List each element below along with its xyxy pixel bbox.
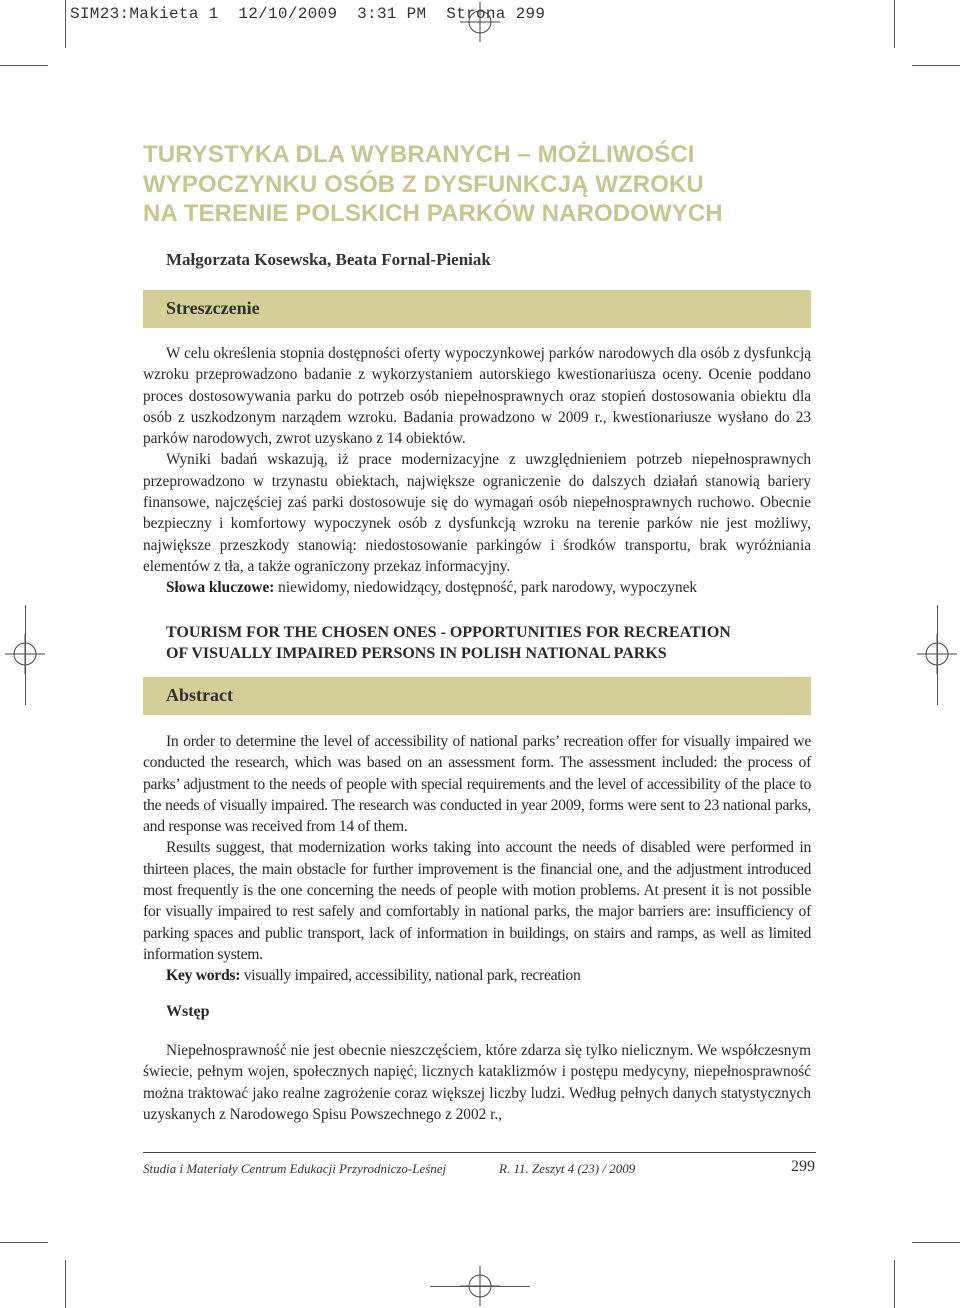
section-heading-wstep: Wstęp [166,1003,210,1020]
article-title-line-2: WYPOCZYNKU OSÓB Z DYSFUNKCJĄ WZROKU [143,170,704,198]
article-title-line-1: TURYSTYKA DLA WYBRANYCH – MOŻLIWOŚCI [143,141,695,168]
section-heading-abstract: Abstract [166,685,233,705]
registration-line-right-v [937,605,938,705]
section-band-abstract [143,677,811,715]
crop-mark-top-left-v [65,0,66,48]
footer-issue: R. 11. Zeszyt 4 (23) / 2009 [499,1161,636,1176]
section-heading-streszczenie: Streszczenie [166,298,260,318]
keywords-label-en: Key words: [166,967,241,985]
crop-mark-bottom-right-v [894,1260,895,1308]
article-title-line-3: NA TERENIE POLSKICH PARKÓW NARODOWYCH [143,200,723,227]
abstract-pl-paragraph-1: W celu określenia stopnia dostępności oferty wypoczynkowej parków narodowych dla osób z dysfunkcją wzroku przeprowadzono badanie z wykorzystaniem autorskiego kwestionariusza oceny. Ocenie poddano proces dostosowywania parku do potrzeb osób niepełnosprawnych oraz stopień dostosowania obiektu dla osób z uszkodzonym narządem wzroku. Badania prowadzono w 2009 r., kwestionariusze wysłano do 23 parków narodowych, zwrot uzyskano z 14 obiektów. [143,345,811,448]
page-number: 299 [791,1158,815,1175]
registration-line-bottom-h [430,1286,530,1287]
abstract-pl-keywords [143,577,811,598]
abstract-en-paragraph-2: Results suggest, that modernization works taking into account the needs of disabled were performed in thirteen places, the main obstacle for further improvement is the financial one, and the adjustment introduced most frequently is the one concerning the needs of people with motion problems. At present it is not possible for visually impaired to rest safely and comfortably in national parks, the major barriers are: insufficiency of parking spaces and public transport, lack of information in buildings, on stairs and ramps, as well as limited information system. [143,839,811,963]
footer-journal: Studia i Materiały Centrum Edukacji Przyrodniczo-Leśnej [143,1161,447,1176]
abstract-en [143,731,811,987]
english-title [166,622,731,664]
keywords-label-pl: Słowa kluczowe: [166,579,275,597]
registration-mark-top [460,2,500,42]
intro-paragraph-1: Niepełnosprawność nie jest obecnie nieszczęściem, które zdarza się tylko nielicznym. We współczesnym świecie, pełnym wojen, społecznych napięć, licznych kataklizmów i postępu medycyny, niepełnosprawność można traktować jako realne zagrożenie coraz większej liczby ludzi. Według pełnych danych statystycznych uzyskanych z Narodowego Spisu Powszechnego z 2002 r., [143,1042,811,1123]
authors: Małgorzata Kosewska, Beata Fornal-Pieniak [166,250,491,269]
crop-mark-top-right-h [912,65,960,66]
english-title-line-1: TOURISM FOR THE CHOSEN ONES - OPPORTUNITIES FOR RECREATION [166,624,731,641]
crop-mark-bottom-left-h [0,1242,48,1243]
abstract-pl-paragraph-2: Wyniki badań wskazują, iż prace modernizacyjne z uwzględnieniem potrzeb niepełnosprawnych przeprowadzono w trzynastu obiektach, największe ograniczenie do dalszych działań stanowią bariery finansowe, najczęściej zaś parki dostosowuje się do wymagań osób niepełnosprawnych ruchowo. Obecnie bezpieczny i komfortowy wypoczynek osób z dysfunkcją wzroku na terenie parków nie jest możliwy, największe przeszkody stanowią: niedostosowanie parkingów i środków transportu, brak wyróżniania elementów z tła, a także ograniczony przekaz informacyjny. [143,451,811,575]
abstract-pl [143,343,811,599]
intro-body [143,1040,811,1125]
registration-line-left-v [25,605,26,705]
abstract-en-keywords [143,965,811,986]
abstract-en-paragraph-1: In order to determine the level of accessibility of national parks’ recreation offer for visually impaired we conducted the research, which was based on an assessment form. The assessment included: the process of parks’ adjustment to the needs of people with special requirements and the level of accessibility of the place to the needs of visually impaired. The research was conducted in year 2009, forms were sent to 23 national parks, and response was received from 14 of them. [143,733,811,836]
footer-rule [143,1152,816,1153]
crop-mark-top-left-h [0,65,48,66]
crop-mark-bottom-left-v [65,1260,66,1308]
article-title [143,140,723,229]
keywords-en: visually impaired, accessibility, national park, recreation [240,967,581,985]
english-title-line-2: OF VISUALLY IMPAIRED PERSONS IN POLISH NATIONAL PARKS [166,645,667,662]
section-band-streszczenie [143,290,811,328]
keywords-pl: niewidomy, niedowidzący, dostępność, park narodowy, wypoczynek [274,579,698,597]
crop-mark-top-right-v [894,0,895,48]
print-header: SIM23:Makieta 1 12/10/2009 3:31 PM Strona 299 [70,5,546,23]
crop-mark-bottom-right-h [912,1242,960,1243]
